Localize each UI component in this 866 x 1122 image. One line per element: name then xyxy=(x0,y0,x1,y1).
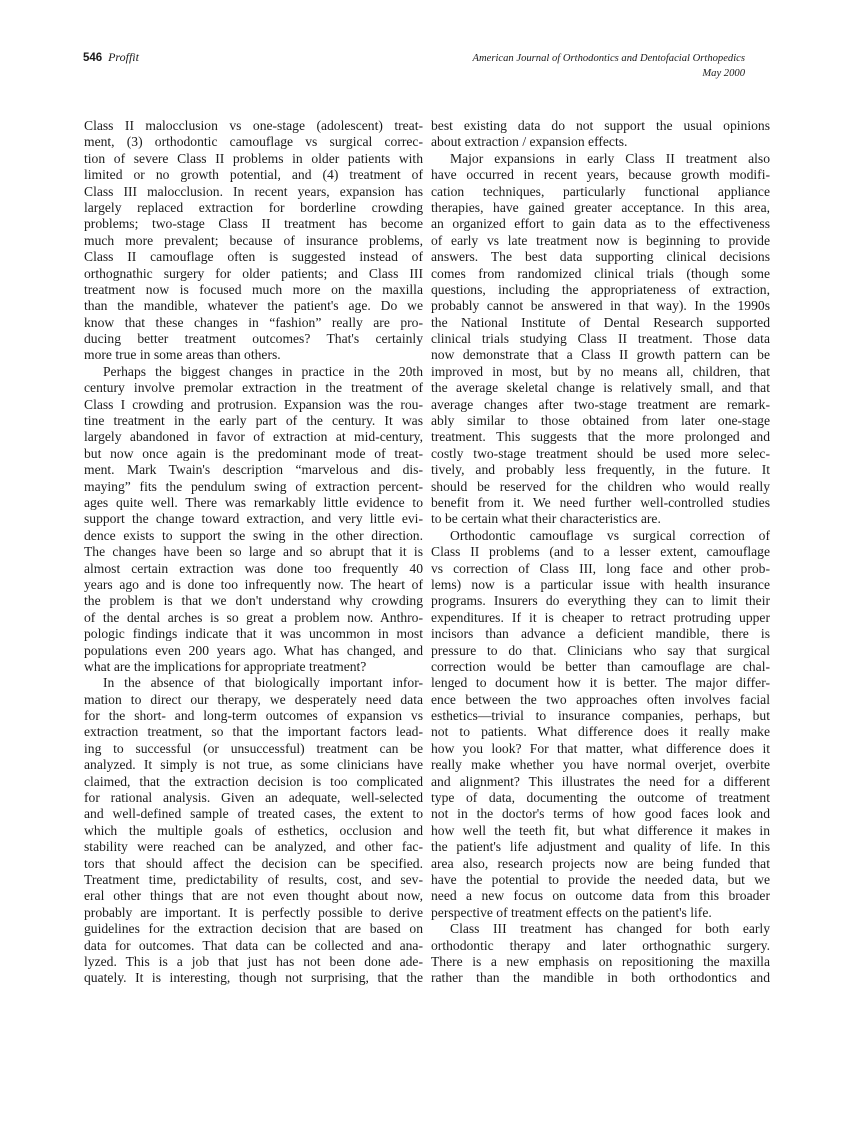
journal-title: American Journal of Orthodontics and Dentofacial Orthopedics xyxy=(472,53,745,64)
text-line: an organized effort to gain data as to the effectiveness xyxy=(431,216,770,232)
text-line: have occurred in recent years, because growth modifi- xyxy=(431,167,770,183)
text-line: Class II malocclusion vs one-stage (adolescent) treat- xyxy=(84,118,423,133)
text-line: but now once again is the predominant mode of treat- xyxy=(84,445,423,461)
text-line: data for outcomes. That data can be collected and ana- xyxy=(84,937,423,953)
author-name: Proffit xyxy=(108,50,139,64)
text-line: expenditures. If it is cheaper to retract protruding upper xyxy=(431,609,770,625)
text-line: the National Institute of Dental Research supported xyxy=(431,314,770,330)
text-line: have the potential to provide the needed data, but we xyxy=(431,871,770,887)
text-line: orthodontic therapy and later orthognathic surgery. xyxy=(431,937,770,953)
text-line: best existing data do not support the usual opinions xyxy=(431,118,770,133)
text-line: really make whether you have normal overjet, overbite xyxy=(431,757,770,773)
text-line: for the short- and long-term outcomes of expansion vs xyxy=(84,708,423,724)
text-line: orthognathic surgery for older patients; and Class III xyxy=(84,265,423,281)
text-line: mation to direct our therapy, we desperately need data xyxy=(84,691,423,707)
text-line: extraction treatment, so that the important factors lead- xyxy=(84,724,423,740)
text-line: tine treatment in the early part of the century. It was xyxy=(84,413,423,429)
text-line: treatment now is focused much more on the maxilla xyxy=(84,281,423,297)
text-line: There is a new emphasis on repositioning the maxilla xyxy=(431,953,770,969)
text-line: ment. Mark Twain's description “marvelous and dis- xyxy=(84,462,423,478)
text-line: ages quite well. There was remarkably little evidence to xyxy=(84,494,423,510)
text-line: pressure to do that. Clinicians who say that surgical xyxy=(431,642,770,658)
text-line: rather than the mandible in both orthodontics and xyxy=(431,970,770,986)
text-line: Class II camouflage often is suggested instead of xyxy=(84,249,423,265)
text-line: not in the doctor's terms of how good faces look and xyxy=(431,806,770,822)
text-line: lyzed. This is a job that just has not been done ade- xyxy=(84,953,423,969)
text-line: problems; two-stage Class II treatment has become xyxy=(84,216,423,232)
text-line: about extraction / expansion effects. xyxy=(431,134,628,150)
text-line: populations even 200 years ago. What has changed, and xyxy=(84,642,423,658)
text-line: ably similar to those obtained from later one-stage xyxy=(431,413,770,429)
text-line: ing to successful (or unsuccessful) treatment can be xyxy=(84,740,423,756)
text-line: Class III treatment has changed for both early xyxy=(450,921,770,937)
text-line: tively, and probably less frequently, in the future. It xyxy=(431,462,770,478)
text-line: probably are important. It is perfectly possible to derive xyxy=(84,904,423,920)
text-line: Orthodontic camouflage vs surgical correction of xyxy=(450,527,770,543)
text-line: The changes have been so large and so abrupt that it is xyxy=(84,544,423,560)
text-line: comes from randomized clinical trials (though some xyxy=(431,265,770,281)
text-line: almost certain extraction was done too frequently 40 xyxy=(84,560,423,576)
running-header-right xyxy=(473,51,745,81)
text-line: type of data, documenting the outcome of treatment xyxy=(431,790,770,806)
text-line: century involve premolar extraction in the treatment of xyxy=(84,380,423,396)
text-line: therapies, have gained greater acceptance. In this area, xyxy=(431,199,770,215)
text-line: programs. Insurers do everything they can to limit their xyxy=(431,593,770,609)
text-line: limited or no growth potential, and (4) treatment of xyxy=(84,167,423,183)
text-line: ment, (3) orthodontic camouflage vs surgical correc- xyxy=(84,134,423,150)
text-line: Class II problems (and to a lesser extent, camouflage xyxy=(431,544,770,560)
text-line: Perhaps the biggest changes in practice in the 20th xyxy=(103,363,423,379)
text-line: much more prevalent; because of insurance problems, xyxy=(84,232,423,248)
running-header-left xyxy=(83,50,139,65)
text-line: costly two-stage treatment should be used more selec- xyxy=(431,445,770,461)
text-line: perspective of treatment effects on the patient's life. xyxy=(431,904,712,920)
text-line: what are the implications for appropriate treatment? xyxy=(84,658,367,674)
text-line: support the change toward extraction, and very little evi- xyxy=(84,511,423,527)
text-line: claimed, that the extraction decision is too complicated xyxy=(84,773,423,789)
text-line: now demonstrate that a Class II growth pattern can be xyxy=(431,347,770,363)
text-line: Major expansions in early Class II treatment also xyxy=(450,150,770,166)
text-line: years ago and is done too infrequently now. The heart of xyxy=(84,576,423,592)
text-line: questions, including the appropriateness of extraction, xyxy=(431,281,770,297)
text-line: how well the teeth fit, but what difference it makes in xyxy=(431,822,770,838)
text-line: treatment. This suggests that the more prolonged and xyxy=(431,429,770,445)
text-line: largely replaced extraction for borderline crowding xyxy=(84,199,423,215)
text-line: eral other things that are not even thought about now, xyxy=(84,888,423,904)
text-line: tors that should affect the decision can be specified. xyxy=(84,855,423,871)
text-line: vs correction of Class III, long face and other prob- xyxy=(431,560,770,576)
left-column xyxy=(84,118,423,987)
text-line: dence exists to support the swing in the other direction. xyxy=(84,527,423,543)
text-line: correction would be better than camouflage are chal- xyxy=(431,658,770,674)
text-line: clinical trials studying Class II treatment. Those data xyxy=(431,331,770,347)
text-line: of early vs late treatment now is beginning to provide xyxy=(431,232,770,248)
text-line: quately. It is interesting, though not surprising, that the xyxy=(84,970,423,986)
text-line: largely abandoned in favor of extraction at mid-century, xyxy=(84,429,423,445)
text-line: Class III malocclusion. In recent years, expansion has xyxy=(84,183,423,199)
text-line: improved in most, but by no means all, children, that xyxy=(431,363,770,379)
text-line: benefit from it. We need further well-controlled studies xyxy=(431,494,770,510)
text-line: should be reserved for the children who would really xyxy=(431,478,770,494)
text-line: the patient's life adjustment and quality of life. In this xyxy=(431,839,770,855)
text-line: incisors than advance a deficient mandible, there is xyxy=(431,626,770,642)
text-line: not to patients. What difference does it really make xyxy=(431,724,770,740)
text-line: lems) now is a particular issue with health insurance xyxy=(431,576,770,592)
text-line: how you look? For that matter, what difference does it xyxy=(431,740,770,756)
text-line: In the absence of that biologically important infor- xyxy=(103,675,423,691)
right-column xyxy=(431,118,770,987)
text-line: more true in some areas than others. xyxy=(84,347,281,363)
text-line: Class I crowding and protrusion. Expansion was the rou- xyxy=(84,396,423,412)
text-line: lenged to document how it is better. The major differ- xyxy=(431,675,770,691)
text-line: guidelines for the extraction decision that are based on xyxy=(84,921,423,937)
text-line: ence between the two approaches often involves facial xyxy=(431,691,770,707)
text-line: know that these changes in “fashion” really are pro- xyxy=(84,314,423,330)
text-line: Treatment time, predictability of results, cost, and sev- xyxy=(84,871,423,887)
issue-date: May 2000 xyxy=(702,68,745,79)
text-line: stability were reached can be analyzed, and other fac- xyxy=(84,839,423,855)
text-line: the problem is that we don't understand why crowding xyxy=(84,593,423,609)
text-line: tion of severe Class II problems in older patients with xyxy=(84,150,423,166)
text-line: to be certain what their characteristics are. xyxy=(431,511,661,527)
text-line: analyzed. It simply is not true, as some clinicians have xyxy=(84,757,423,773)
text-line: of the dental arches is so great a problem now. Anthro- xyxy=(84,609,423,625)
text-line: need a new focus on outcome data from this broader xyxy=(431,888,770,904)
text-line: cation techniques, particularly functional appliance xyxy=(431,183,770,199)
text-line: and well-defined sample of treated cases, the extent to xyxy=(84,806,423,822)
text-line: answers. The best data supporting clinical decisions xyxy=(431,249,770,265)
text-line: average changes after two-stage treatment are remark- xyxy=(431,396,770,412)
page-number: 546 xyxy=(83,52,103,64)
text-line: esthetics—trivial to insurance companies, perhaps, but xyxy=(431,708,770,724)
text-line: for rational analysis. Given an adequate, well-selected xyxy=(84,790,423,806)
text-line: ducing better treatment outcomes? That's certainly xyxy=(84,331,423,347)
text-line: which the multiple goals of esthetics, occlusion and xyxy=(84,822,423,838)
text-line: than the mandible, whatever the patient's age. Do we xyxy=(84,298,423,314)
text-line: maying” fits the pendulum swing of extraction percent- xyxy=(84,478,423,494)
text-line: the average skeletal change is relatively small, and that xyxy=(431,380,770,396)
text-line: pologic findings indicate that it was uncommon in most xyxy=(84,626,423,642)
text-line: probably cannot be answered in that way). In the 1990s xyxy=(431,298,770,314)
text-line: and alignment? This illustrates the need for a different xyxy=(431,773,770,789)
text-line: area also, research projects now are being funded that xyxy=(431,855,770,871)
